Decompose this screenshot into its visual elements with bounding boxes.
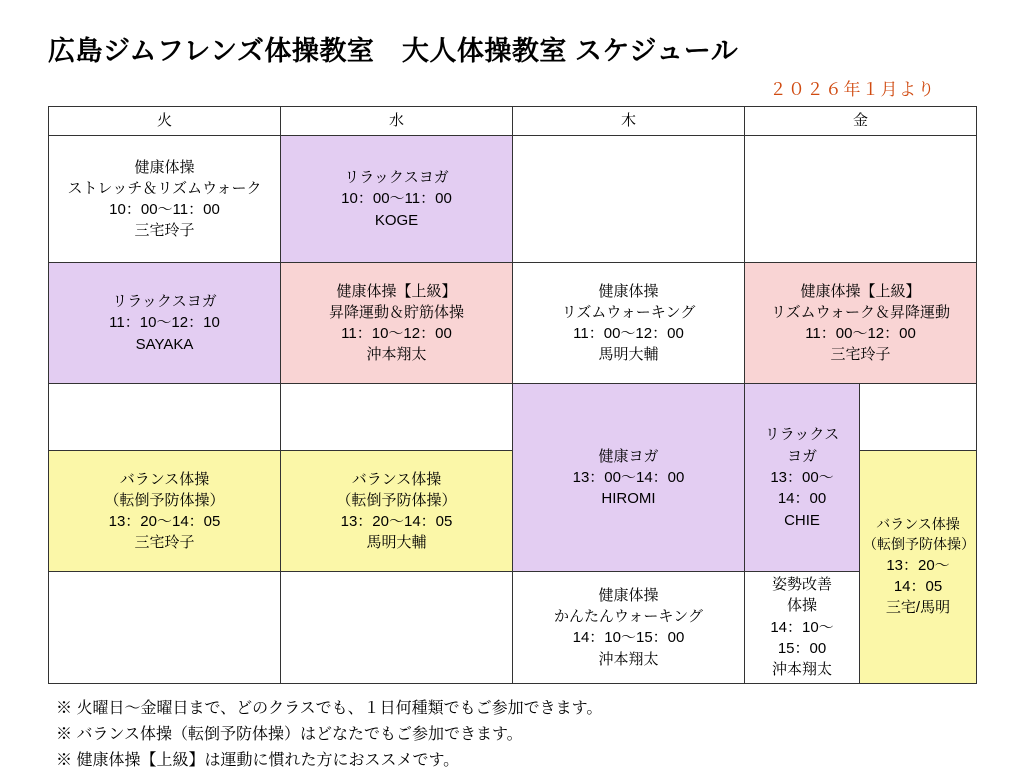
note-item: ※ 火曜日〜金曜日まで、どのクラスでも、１日何種類でもご参加できます。 bbox=[56, 699, 603, 717]
cell-tue-1110 bbox=[49, 263, 281, 384]
cell-line: 13：20〜 bbox=[886, 556, 950, 574]
cell-line: 昇降運動＆貯筋体操 bbox=[328, 303, 464, 321]
cell-line: 馬明大輔 bbox=[366, 534, 427, 552]
cell-line: 姿勢改善 bbox=[771, 576, 832, 594]
cell-line: 15：00 bbox=[777, 639, 827, 657]
header-wed: 水 bbox=[281, 107, 513, 136]
cell-line: 13：00〜14：00 bbox=[572, 468, 685, 486]
cell-line: ヨガ bbox=[786, 447, 817, 465]
header-thu: 木 bbox=[513, 107, 745, 136]
schedule-table bbox=[48, 106, 977, 683]
cell-line: ストレッチ＆リズムウォーク bbox=[67, 179, 262, 197]
cell-fri-1320-balance bbox=[860, 451, 977, 683]
cell-line: 馬明大輔 bbox=[598, 346, 659, 364]
cell-line: 健康体操【上級】 bbox=[336, 282, 457, 300]
cell-line: 三宅玲子 bbox=[134, 534, 195, 552]
cell-wed-1000 bbox=[281, 136, 513, 263]
cell-line: KOGE bbox=[374, 211, 419, 229]
cell-line: CHIE bbox=[784, 511, 820, 529]
table-header-row bbox=[49, 107, 977, 136]
table-row bbox=[49, 384, 977, 451]
notes-list bbox=[48, 696, 976, 775]
table-row bbox=[49, 263, 977, 384]
cell-line: （転倒予防体操） bbox=[104, 491, 225, 509]
cell-tue-1410-empty bbox=[49, 572, 281, 683]
cell-line: SAYAKA bbox=[135, 335, 194, 353]
cell-wed-1300-empty bbox=[281, 384, 513, 451]
cell-thu-1300 bbox=[513, 384, 745, 572]
cell-line: 三宅玲子 bbox=[134, 222, 195, 240]
note-item: ※ バランス体操（転倒予防体操）はどなたでもご参加できます。 bbox=[56, 725, 523, 743]
cell-line: 14：05 bbox=[893, 578, 943, 596]
table-row bbox=[49, 136, 977, 263]
cell-line: 沖本翔太 bbox=[366, 346, 427, 364]
cell-thu-1100 bbox=[513, 263, 745, 384]
cell-line: 14：10〜15：00 bbox=[572, 629, 685, 647]
cell-line: （転倒予防体操） bbox=[336, 491, 457, 509]
cell-tue-1300-empty bbox=[49, 384, 281, 451]
cell-line: 11：00〜12：00 bbox=[573, 325, 684, 343]
cell-fri-1410 bbox=[745, 572, 860, 683]
cell-line: 沖本翔太 bbox=[598, 650, 659, 668]
cell-line: 13：00〜 bbox=[770, 468, 834, 486]
cell-line: 13：20〜14：05 bbox=[108, 513, 221, 531]
cell-line: 13：20〜14：05 bbox=[340, 513, 453, 531]
cell-line: 14：00 bbox=[777, 490, 827, 508]
cell-wed-1110 bbox=[281, 263, 513, 384]
table-row bbox=[49, 572, 977, 683]
cell-line: 健康体操 bbox=[598, 282, 659, 300]
page-title: 広島ジムフレンズ体操教室 大人体操教室 スケジュール bbox=[48, 36, 739, 66]
cell-line: 三宅玲子 bbox=[830, 346, 891, 364]
cell-line: 三宅/馬明 bbox=[885, 599, 951, 617]
cell-line: バランス体操 bbox=[876, 516, 960, 533]
cell-fri-1300-empty bbox=[860, 384, 977, 451]
cell-line: バランス体操 bbox=[351, 470, 442, 488]
cell-line: 沖本翔太 bbox=[771, 661, 832, 679]
cell-fri-1300-yoga bbox=[745, 384, 860, 572]
cell-line: 健康体操【上級】 bbox=[800, 282, 921, 300]
note-item: ※ 健康体操【上級】は運動に慣れた方におススメです。 bbox=[56, 752, 460, 770]
cell-line: 健康体操 bbox=[598, 586, 659, 604]
cell-line: 14：10〜 bbox=[770, 618, 834, 636]
cell-line: HIROMI bbox=[601, 490, 656, 508]
cell-line: かんたんウォーキング bbox=[554, 608, 703, 626]
cell-line: 11：10〜12：10 bbox=[109, 314, 220, 332]
cell-tue-1000 bbox=[49, 136, 281, 263]
cell-line: リラックスヨガ bbox=[112, 293, 217, 311]
cell-line: 10：00〜11：00 bbox=[341, 190, 452, 208]
cell-line: 健康体操 bbox=[134, 158, 195, 176]
cell-tue-1320 bbox=[49, 451, 281, 572]
cell-wed-1410-empty bbox=[281, 572, 513, 683]
cell-fri-1100 bbox=[745, 263, 977, 384]
cell-line: リズムウォーク＆昇降運動 bbox=[770, 303, 951, 321]
cell-line: （転倒予防体操） bbox=[863, 535, 975, 552]
header-fri: 金 bbox=[745, 107, 977, 136]
effective-date-row bbox=[48, 75, 976, 100]
header-tue: 火 bbox=[49, 107, 281, 136]
cell-line: リズムウォーキング bbox=[561, 303, 696, 321]
cell-thu-1410 bbox=[513, 572, 745, 683]
cell-line: リラックスヨガ bbox=[344, 169, 449, 187]
cell-line: 11：00〜12：00 bbox=[805, 325, 916, 343]
cell-line: 11：10〜12：00 bbox=[341, 325, 452, 343]
cell-fri-1000-empty bbox=[745, 136, 977, 263]
cell-line: 10：00〜11：00 bbox=[109, 201, 220, 219]
cell-line: リラックス bbox=[764, 426, 840, 444]
effective-date: ２０２６年１月より bbox=[769, 80, 936, 100]
cell-thu-1000-empty bbox=[513, 136, 745, 263]
cell-line: 体操 bbox=[786, 597, 817, 615]
cell-line: バランス体操 bbox=[119, 470, 210, 488]
cell-wed-1320 bbox=[281, 451, 513, 572]
cell-line: 健康ヨガ bbox=[598, 447, 659, 465]
